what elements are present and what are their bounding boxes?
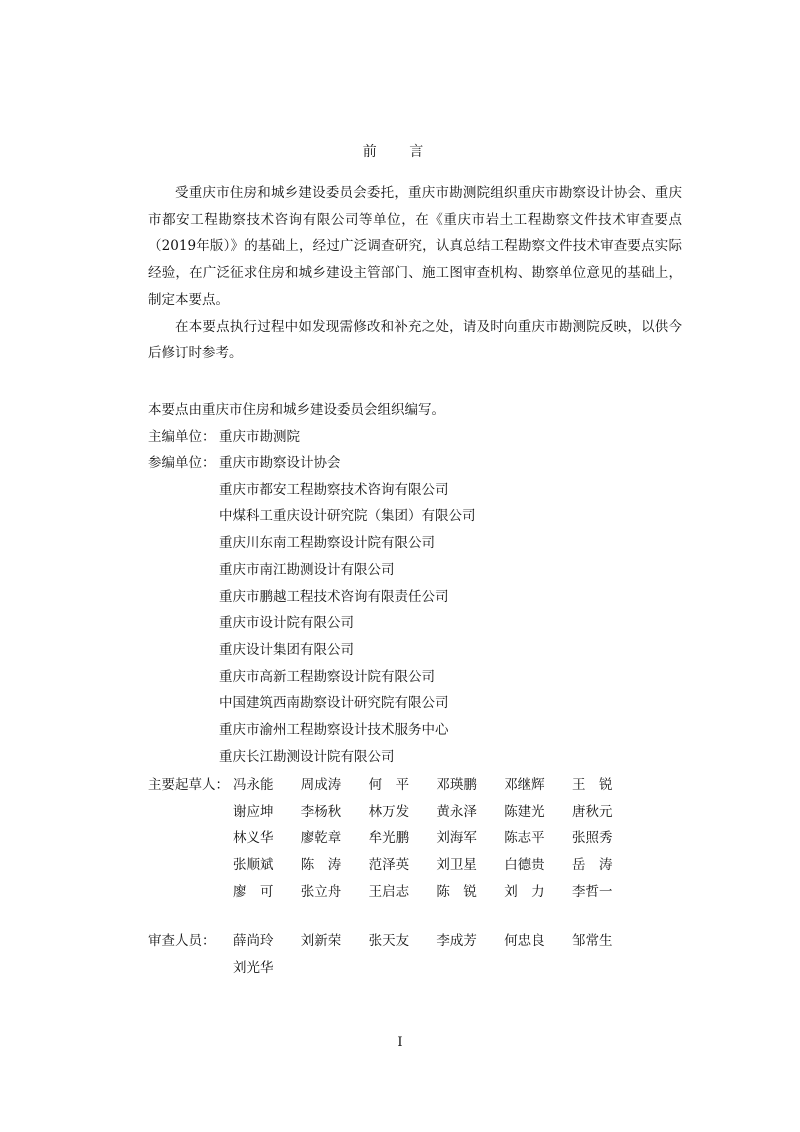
drafters-label: 主要起草人： — [148, 777, 229, 793]
preface-paragraph: 受重庆市住房和城乡建设委员会委托，重庆市勘测院组织重庆市勘察设计协会、重庆市都安工程勘察技术咨询有限公司等单位，在《重庆市岩土工程勘察文件技术审查要点（2019年版）》的基础上，经过广泛调查研究，认真总结工程勘察文件技术审查要点实际经验，在广泛征求住房和城乡建设主管部门、施工图审查机构、勘察单位意见的基础上，制定本要点。 — [148, 185, 682, 308]
drafter-name: 刘海军 — [436, 830, 477, 847]
reviewer-name: 刘光华 — [233, 959, 274, 976]
drafter-name: 周成涛 — [300, 777, 342, 793]
drafter-name: 廖乾章 — [300, 830, 342, 847]
reviewers-label: 审查人员： — [148, 933, 216, 949]
drafter-name: 林义华 — [233, 830, 274, 847]
drafter-name: 林万发 — [368, 803, 410, 820]
reviewer-name: 李成芳 — [436, 933, 477, 949]
drafter-name: 王启志 — [368, 883, 410, 900]
participating-unit: 重庆市鹏越工程技术咨询有限责任公司 — [219, 588, 449, 605]
preface-paragraph: 在本要点执行过程中如发现需修改和补充之处，请及时向重庆市勘测院反映，以供今后修订时参考。 — [148, 318, 682, 362]
participating-unit: 重庆川东南工程勘察设计院有限公司 — [219, 535, 435, 552]
drafter-name: 张照秀 — [571, 830, 613, 847]
drafter-name: 邓瑛鹏 — [436, 777, 477, 793]
compile-note: 本要点由重庆市住房和城乡建设委员会组织编写。 — [148, 402, 445, 418]
chief-unit-label: 主编单位： — [148, 429, 216, 445]
drafter-name: 陈锐 — [436, 883, 491, 900]
participating-unit: 重庆市都安工程勘察技术咨询有限公司 — [219, 481, 449, 498]
reviewer-name: 刘新荣 — [300, 933, 342, 949]
reviewers-list — [233, 928, 640, 981]
drafter-name: 冯永能 — [233, 777, 274, 793]
drafter-name: 范泽英 — [368, 857, 410, 874]
drafters-list — [233, 772, 640, 906]
participating-units-list — [219, 450, 476, 770]
drafter-name: 李杨秋 — [300, 803, 342, 820]
page-title: 前 言 — [362, 144, 438, 160]
drafter-name: 陈志平 — [504, 830, 545, 847]
drafter-name: 陈建光 — [504, 803, 545, 820]
chief-unit-value: 重庆市勘测院 — [219, 429, 300, 445]
drafter-name: 邓继辉 — [504, 777, 545, 793]
drafter-name: 牟光鹏 — [368, 830, 410, 847]
participating-unit: 重庆市高新工程勘察设计院有限公司 — [219, 668, 435, 685]
drafter-name: 白德贵 — [504, 857, 545, 874]
reviewer-name: 薛尚玲 — [233, 933, 274, 949]
preface — [148, 180, 682, 367]
reviewer-name: 何忠良 — [504, 933, 545, 949]
participating-unit: 重庆市渝州工程勘察设计技术服务中心 — [219, 722, 449, 739]
participating-unit: 中煤科工重庆设计研究院（集团）有限公司 — [219, 508, 476, 525]
drafter-name: 唐秋元 — [571, 803, 613, 820]
drafter-name: 刘力 — [504, 883, 559, 900]
drafter-name: 张顺斌 — [233, 857, 274, 874]
participating-unit: 重庆设计集团有限公司 — [219, 641, 354, 658]
drafter-name: 岳涛 — [571, 857, 626, 874]
drafter-name: 谢应坤 — [233, 803, 274, 820]
drafter-name: 李哲一 — [571, 883, 613, 900]
drafter-name: 廖可 — [233, 883, 287, 900]
participating-unit: 重庆长江勘测设计院有限公司 — [219, 748, 395, 765]
reviewer-name: 邹常生 — [571, 933, 613, 949]
drafter-name: 黄永泽 — [436, 803, 477, 820]
drafter-name: 张立舟 — [300, 883, 342, 900]
drafter-name: 刘卫星 — [436, 857, 477, 874]
drafter-name: 陈涛 — [300, 857, 355, 874]
drafter-name: 王锐 — [571, 777, 626, 793]
drafter-name: 何平 — [368, 777, 423, 793]
participating-unit: 中国建筑西南勘察设计研究院有限公司 — [219, 695, 449, 712]
page-number: I — [397, 1035, 403, 1050]
reviewer-name: 张天友 — [368, 933, 410, 949]
participating-unit: 重庆市勘察设计协会 — [219, 455, 341, 471]
participating-units-label: 参编单位： — [148, 455, 216, 471]
participating-unit: 重庆市设计院有限公司 — [219, 615, 354, 632]
participating-unit: 重庆市南江勘测设计有限公司 — [219, 561, 395, 578]
